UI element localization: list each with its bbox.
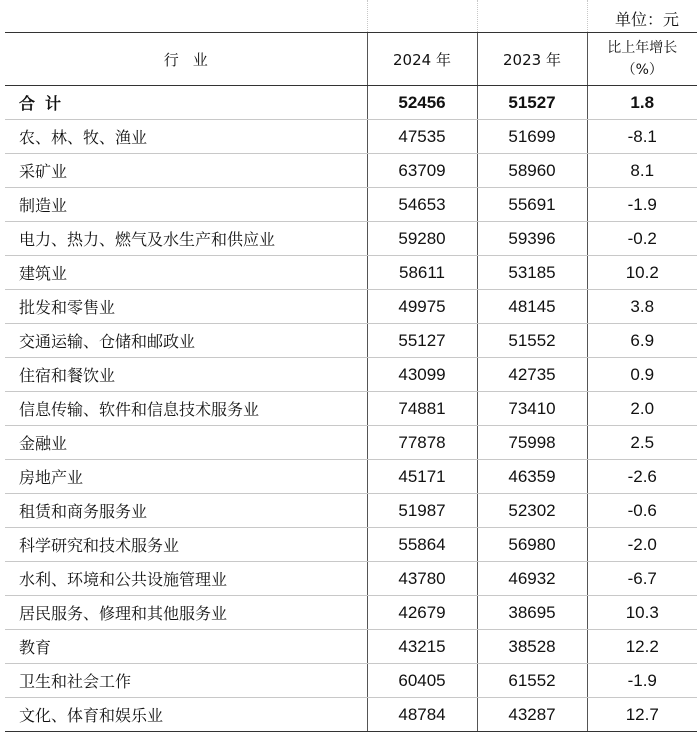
industry-name: 租赁和商务服务业 xyxy=(5,494,367,528)
value-2024: 48784 xyxy=(367,698,477,732)
growth-rate: 12.2 xyxy=(587,630,697,664)
table-row xyxy=(5,358,697,392)
industry-name: 制造业 xyxy=(5,188,367,222)
value-2024: 45171 xyxy=(367,460,477,494)
value-2023: 75998 xyxy=(477,426,587,460)
value-2024: 43780 xyxy=(367,562,477,596)
value-2024: 55127 xyxy=(367,324,477,358)
industry-name: 电力、热力、燃气及水生产和供应业 xyxy=(5,222,367,256)
header-growth xyxy=(587,33,697,86)
table-row xyxy=(5,188,697,222)
table-row xyxy=(5,392,697,426)
value-2024: 74881 xyxy=(367,392,477,426)
value-2023: 42735 xyxy=(477,358,587,392)
value-2023: 46359 xyxy=(477,460,587,494)
value-2023: 51527 xyxy=(477,86,587,120)
value-2023: 73410 xyxy=(477,392,587,426)
growth-rate: 10.2 xyxy=(587,256,697,290)
growth-rate: 12.7 xyxy=(587,698,697,732)
value-2024: 43099 xyxy=(367,358,477,392)
growth-rate: -1.9 xyxy=(587,188,697,222)
value-2023: 51552 xyxy=(477,324,587,358)
value-2023: 38695 xyxy=(477,596,587,630)
industry-name: 合计 xyxy=(5,86,367,120)
industry-name: 采矿业 xyxy=(5,154,367,188)
value-2023: 48145 xyxy=(477,290,587,324)
growth-rate: -8.1 xyxy=(587,120,697,154)
value-2023: 51699 xyxy=(477,120,587,154)
value-2023: 55691 xyxy=(477,188,587,222)
value-2023: 53185 xyxy=(477,256,587,290)
growth-rate: 3.8 xyxy=(587,290,697,324)
header-row xyxy=(5,33,697,86)
growth-rate: 0.9 xyxy=(587,358,697,392)
growth-rate: 6.9 xyxy=(587,324,697,358)
table-row xyxy=(5,256,697,290)
value-2024: 55864 xyxy=(367,528,477,562)
growth-rate: -6.7 xyxy=(587,562,697,596)
value-2023: 38528 xyxy=(477,630,587,664)
value-2023: 43287 xyxy=(477,698,587,732)
table-row xyxy=(5,154,697,188)
table-row xyxy=(5,664,697,698)
value-2024: 63709 xyxy=(367,154,477,188)
value-2023: 61552 xyxy=(477,664,587,698)
growth-rate: -0.6 xyxy=(587,494,697,528)
growth-rate: -1.9 xyxy=(587,664,697,698)
value-2024: 60405 xyxy=(367,664,477,698)
table-row xyxy=(5,120,697,154)
growth-rate: 2.5 xyxy=(587,426,697,460)
growth-rate: -0.2 xyxy=(587,222,697,256)
table-row xyxy=(5,426,697,460)
industry-name: 信息传输、软件和信息技术服务业 xyxy=(5,392,367,426)
growth-rate: -2.6 xyxy=(587,460,697,494)
value-2023: 58960 xyxy=(477,154,587,188)
industry-name: 教育 xyxy=(5,630,367,664)
industry-name: 科学研究和技术服务业 xyxy=(5,528,367,562)
value-2024: 52456 xyxy=(367,86,477,120)
value-2024: 51987 xyxy=(367,494,477,528)
industry-name: 房地产业 xyxy=(5,460,367,494)
table-row xyxy=(5,460,697,494)
header-2023: 2023 年 xyxy=(477,33,587,86)
industry-name: 文化、体育和娱乐业 xyxy=(5,698,367,732)
unit-row xyxy=(5,0,697,33)
growth-rate: 1.8 xyxy=(587,86,697,120)
table-row xyxy=(5,630,697,664)
value-2024: 59280 xyxy=(367,222,477,256)
header-growth-line1: 比上年增长 xyxy=(607,40,678,56)
industry-name: 住宿和餐饮业 xyxy=(5,358,367,392)
industry-name: 批发和零售业 xyxy=(5,290,367,324)
industry-name: 居民服务、修理和其他服务业 xyxy=(5,596,367,630)
table-row xyxy=(5,222,697,256)
table-row xyxy=(5,562,697,596)
header-2024: 2024 年 xyxy=(367,33,477,86)
growth-rate: 2.0 xyxy=(587,392,697,426)
industry-name: 农、林、牧、渔业 xyxy=(5,120,367,154)
industry-name: 建筑业 xyxy=(5,256,367,290)
growth-rate: 8.1 xyxy=(587,154,697,188)
value-2023: 52302 xyxy=(477,494,587,528)
value-2024: 58611 xyxy=(367,256,477,290)
industry-name: 水利、环境和公共设施管理业 xyxy=(5,562,367,596)
industry-name: 金融业 xyxy=(5,426,367,460)
header-industry: 行业 xyxy=(5,33,367,86)
value-2023: 59396 xyxy=(477,222,587,256)
table-row xyxy=(5,494,697,528)
growth-rate: -2.0 xyxy=(587,528,697,562)
table-row xyxy=(5,596,697,630)
industry-name: 交通运输、仓储和邮政业 xyxy=(5,324,367,358)
total-row xyxy=(5,86,697,120)
value-2024: 49975 xyxy=(367,290,477,324)
value-2023: 56980 xyxy=(477,528,587,562)
table-row xyxy=(5,290,697,324)
table-row xyxy=(5,324,697,358)
value-2024: 77878 xyxy=(367,426,477,460)
value-2024: 42679 xyxy=(367,596,477,630)
table-row xyxy=(5,698,697,732)
header-growth-line2: （%） xyxy=(621,62,663,78)
value-2023: 46932 xyxy=(477,562,587,596)
industry-name: 卫生和社会工作 xyxy=(5,664,367,698)
growth-rate: 10.3 xyxy=(587,596,697,630)
wage-table xyxy=(5,0,697,732)
value-2024: 47535 xyxy=(367,120,477,154)
value-2024: 54653 xyxy=(367,188,477,222)
unit-label: 单位：元 xyxy=(587,0,697,33)
value-2024: 43215 xyxy=(367,630,477,664)
table-row xyxy=(5,528,697,562)
